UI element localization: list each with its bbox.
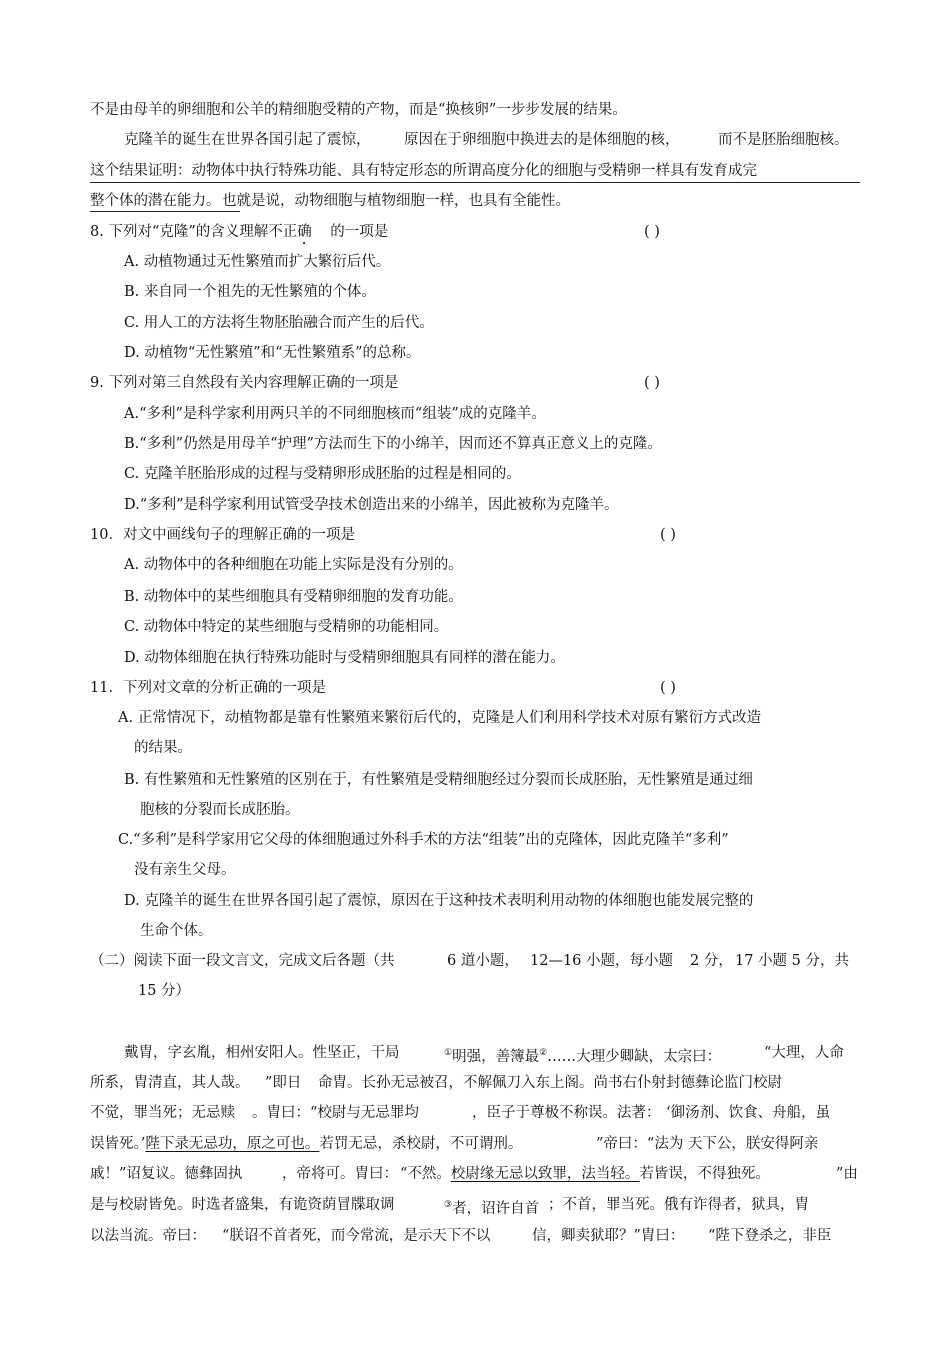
q9-answer-paren: ( ) <box>644 375 660 391</box>
passage-line-3c: ，臣子于尊极不称误。法著： <box>472 1105 661 1121</box>
q11-answer-paren: ( ) <box>660 680 676 696</box>
passage-line-3b: 。胄曰：“校尉与无忌罪均 <box>252 1105 419 1121</box>
q11-option-b-line1: B. 有性繁殖和无性繁殖的区别在于，有性繁殖是受精细胞经过分裂而长成胚胎，无性繁殖是通过细 <box>124 772 753 788</box>
q10-stem: 10．对文中画线句子的理解正确的一项是 <box>90 527 355 543</box>
q9-option-a: A.“多利”是科学家利用两只羊的不同细胞核而“组装”成的克隆羊。 <box>124 406 546 422</box>
passage-line-2b: ”即日 <box>265 1075 302 1091</box>
passage-line-1a: 戴胄，字玄胤，相州安阳人。性坚正，干局 <box>124 1045 400 1061</box>
passage-line-2c: 命胄。长孙无忌被召，不解佩刀入东上阁。尚书右仆射封德彝论监门校尉 <box>318 1075 782 1091</box>
section2-heading-c: 12—16 小题，每小题 <box>530 953 674 969</box>
q8-option-a: A. 动植物通过无性繁殖而扩大繁衍后代。 <box>124 254 391 270</box>
q9-option-d: D.“多利”是科学家利用试管受孕技术创造出来的小绵羊，因此被称为克隆羊。 <box>124 497 619 513</box>
intro-line-3: 这个结果证明：动物体中执行特殊功能、具有特定形态的所谓高度分化的细胞与受精卵一样具有发育成完 <box>90 163 757 179</box>
passage-line-1d: “大理，人命 <box>764 1045 844 1061</box>
q10-option-d: D. 动物体细胞在执行特殊功能时与受精卵细胞具有同样的潜在能力。 <box>124 650 565 666</box>
passage-line-1b: ①明强，善簿最②……大理少卿缺，太宗曰： <box>444 1048 722 1065</box>
passage-line-7c: 信，卿卖狱耶？”胄曰： <box>532 1228 685 1244</box>
q11-option-d-line1: D. 克隆羊的诞生在世界各国引起了震惊，原因在于这种技术表明利用动物的体细胞也能发展完整的 <box>124 893 754 909</box>
passage-line-3a: 不觉，罪当死；无忌赎 <box>90 1105 235 1121</box>
q11-option-a-line1: A. 正常情况下，动植物都是靠有性繁殖来繁衍后代的，克隆是人们利用科学技术对原有繁衍方式改造 <box>118 710 762 726</box>
intro-line-2c: 而不是胚胎细胞核。 <box>718 132 849 148</box>
passage-line-5c: “不然。校尉缘无忌以致罪，法当轻。若皆误，不得独死。 <box>400 1166 770 1182</box>
underline-rule-1 <box>90 182 860 183</box>
passage-line-6a: 是与校尉皆免。时选者盛集，有诡资荫冒牒取调 <box>90 1197 395 1213</box>
intro-line-4b: 也就是说，动物细胞与植物细胞一样，也具有全能性。 <box>222 193 570 209</box>
passage-line-7b: “朕诏不首者死，而今常流，是示天下不以 <box>222 1228 491 1244</box>
q10-option-b: B. 动物体中的某些细胞具有受精卵细胞的发育功能。 <box>124 589 463 605</box>
q9-option-c: C. 克隆羊胚胎形成的过程与受精卵形成胚胎的过程是相同的。 <box>124 466 521 482</box>
passage-line-5b: ，帝将可。胄曰： <box>282 1166 398 1182</box>
section2-heading-b: 6 道小题， <box>447 953 519 969</box>
passage-line-2a: 所系，胄清直，其人哉。 <box>90 1075 250 1091</box>
section2-heading-a: （二）阅读下面一段文言文，完成文后各题（共 <box>90 953 395 969</box>
q8-option-c: C. 用人工的方法将生物胚胎融合而产生的后代。 <box>124 315 434 331</box>
section2-heading-e: 17 小题 5 分，共 <box>735 953 850 969</box>
section2-heading-d: 2 分， <box>690 953 733 969</box>
passage-line-3d: ‘御汤剂、饮食、舟船，虽 <box>666 1105 831 1121</box>
section2-heading-f: 15 分） <box>138 983 191 999</box>
q11-option-d-line2: 生命个体。 <box>140 923 213 939</box>
q9-option-b: B.“多利”仍然是用母羊“护理”方法而生下的小绵羊，因而还不算真正意义上的克隆。 <box>124 436 662 452</box>
q11-stem: 11．下列对文章的分析正确的一项是 <box>90 680 326 696</box>
q10-answer-paren: ( ) <box>660 527 676 543</box>
q11-option-c-line2: 没有亲生父母。 <box>134 862 236 878</box>
passage-underlined-sentence-1: 陛下录无忌功，原之可也。 <box>145 1136 320 1152</box>
passage-underlined-sentence-2: 校尉缘无忌以致罪，法当轻。 <box>450 1166 640 1182</box>
q11-option-b-line2: 胞核的分裂而长成胚胎。 <box>140 802 300 818</box>
intro-line-2a: 克隆羊的诞生在世界各国引起了震惊， <box>124 132 371 148</box>
passage-line-5e: ”由 <box>836 1166 858 1182</box>
q10-option-a: A. 动物体中的各种细胞在功能上实际是没有分别的。 <box>124 557 463 573</box>
q8-emphasis-char: 确 <box>297 224 312 240</box>
q8-answer-paren: ( ) <box>644 224 660 240</box>
intro-line-4a: 整个体的潜在能力。 <box>90 193 221 209</box>
q10-option-c: C. 动物体中特定的某些细胞与受精卵的功能相同。 <box>124 619 449 635</box>
q8-option-d: D. 动植物“无性繁殖”和“无性繁殖系”的总称。 <box>124 345 421 361</box>
passage-line-4: 误皆死。’陛下录无忌功，原之可也。若罚无忌，杀校尉，不可谓刑。 <box>90 1136 523 1152</box>
passage-line-7a: 以法当流。帝曰： <box>90 1228 206 1244</box>
passage-line-7d: “陛下登杀之，非臣 <box>708 1228 832 1244</box>
q8-stem: 8. 下列对“克隆”的含义理解不正确 的一项是 <box>90 224 389 240</box>
intro-line-2b: 原因在于卵细胞中换进去的是体细胞的核， <box>404 132 680 148</box>
q9-stem: 9. 下列对第三自然段有关内容理解正确的一项是 <box>90 375 399 391</box>
q11-option-a-line2: 的结果。 <box>134 740 192 756</box>
passage-line-4c: ”帝曰：“法为 天下公，朕安得阿亲 <box>596 1136 819 1152</box>
q11-option-c-line1: C.“多利”是科学家用它父母的体细胞通过外科手术的方法“组装”出的克隆体，因此克隆羊“多利” <box>118 832 729 848</box>
intro-line-1: 不是由母羊的卵细胞和公羊的精细胞受精的产物，而是“换核卵”一步步发展的结果。 <box>90 102 627 118</box>
passage-line-6b: ③者，诏许自首 <box>444 1200 540 1217</box>
q8-option-b: B. 来自同一个祖先的无性繁殖的个体。 <box>124 284 376 300</box>
underline-rule-2 <box>90 211 240 212</box>
passage-line-6c: ；不首，罪当死。俄有诈得者，狱具，胄 <box>548 1197 809 1213</box>
passage-line-5a: 戚！”诏复议。德彝固执 <box>90 1166 243 1182</box>
